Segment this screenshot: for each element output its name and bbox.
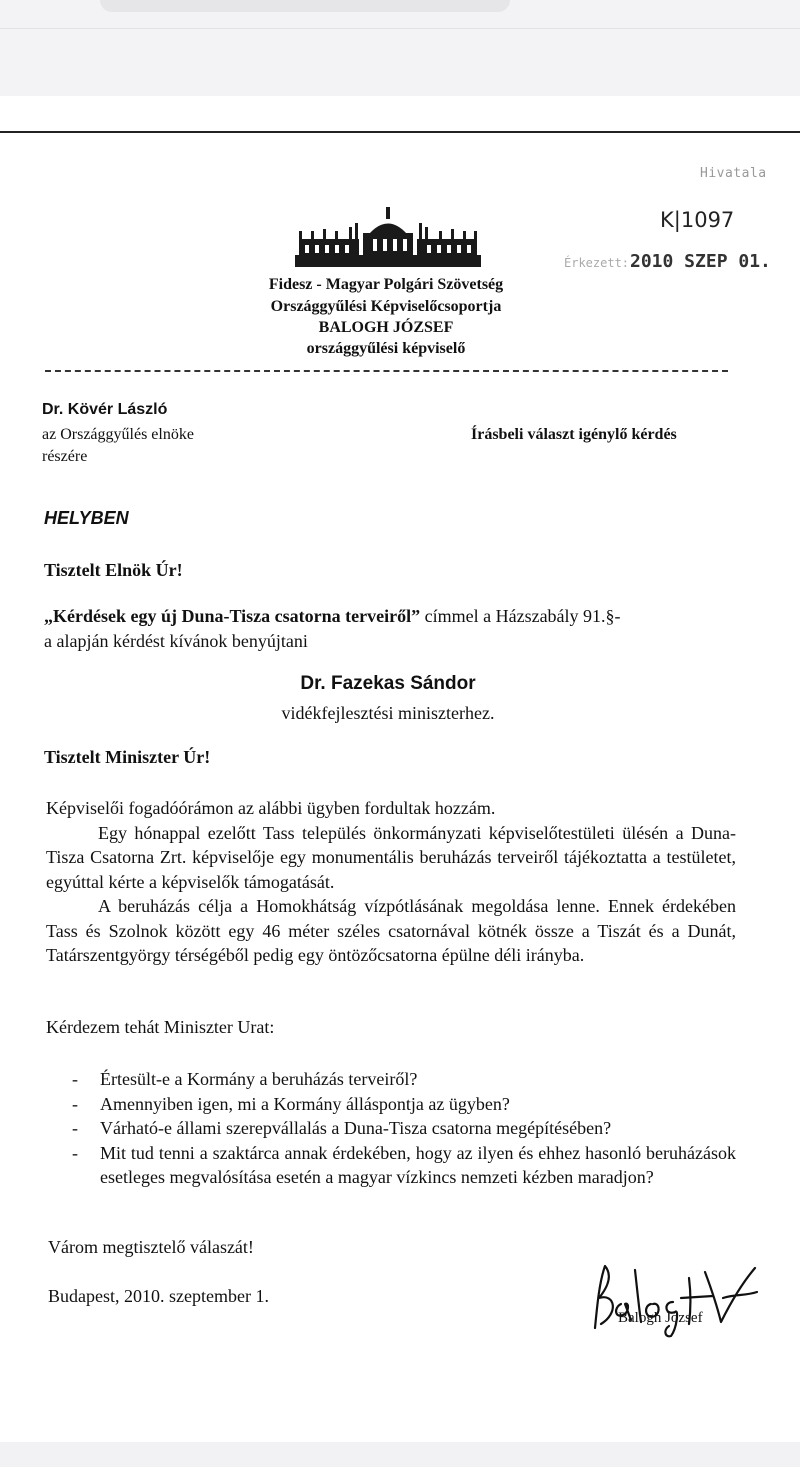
- body-paragraph: Képviselői fogadóórámon az alábbi ügyben fordultak hozzám.: [46, 798, 496, 818]
- intro-rest: címmel a Házszabály 91.§-: [420, 606, 621, 626]
- viewer-top-bar: [0, 0, 800, 96]
- body-text: [46, 796, 736, 968]
- letterhead-name: BALOGH JÓZSEF: [318, 319, 454, 336]
- letterhead-divider: [45, 370, 728, 372]
- letterhead-org: Fidesz - Magyar Polgári Szövetség: [268, 276, 504, 293]
- parliament-logo: [293, 205, 483, 270]
- question-list: [46, 1067, 736, 1190]
- viewer-handle[interactable]: [100, 0, 510, 12]
- viewer-bottom-bar: [0, 1442, 800, 1467]
- recipient-title: az Országgyűlés elnöke: [42, 426, 194, 443]
- list-item: - Amennyiben igen, mi a Kormány álláspontja az ügyben?: [72, 1093, 510, 1114]
- document-type: Írásbeli választ igénylő kérdés: [471, 426, 677, 443]
- salutation-speaker: Tisztelt Elnök Úr!: [44, 560, 183, 580]
- letterhead-role: országgyűlési képviselő: [306, 340, 466, 357]
- question-text: Várható-e állami szerepvállalás a Duna-Tisza csatorna megépítésében?: [100, 1118, 612, 1138]
- page-top-rule: [0, 131, 800, 133]
- body-paragraph: A beruházás célja a Homokhátság vízpótlásának megoldása lenne. Ennek érdekében Tass és Szolnok között egy 46 méter széles csatornával kötnék össze a Tiszát és a Dunát, Tatárszentgyörgy térségéből pedig egy öntözőcsatorna épülne déli irányba.: [46, 896, 736, 965]
- list-item: - Értesült-e a Kormány a beruházás terveiről?: [72, 1069, 418, 1089]
- list-item: - Mit tud tenni a szaktárca annak érdekében, hogy az ilyen és ehhez hasonló beruházások esetleges megvalósítása esetén a magyar vízkincs nemzeti kézben maradjon?: [72, 1142, 736, 1187]
- body-paragraph: Egy hónappal ezelőtt Tass település önkormányzati képviselőtestületi ülésén a Duna-Tisza Csatorna Zrt. képviselője egy monumentális beruházás terveiről tájékoztatta a testületet, egyúttal kérte a képviselők támogatását.: [46, 822, 736, 892]
- location: HELYBEN: [44, 508, 129, 528]
- salutation-minister: Tisztelt Miniszter Úr!: [44, 747, 211, 767]
- signature-name: Balogh József: [618, 1310, 703, 1326]
- intro-line-2: a alapján kérdést kívánok benyújtani: [44, 631, 308, 651]
- recipient-for: részére: [42, 448, 88, 465]
- stamp-reference: K|1097: [660, 208, 735, 232]
- question-title: „Kérdések egy új Duna-Tisza csatorna terveiről”: [44, 606, 421, 626]
- stamp-received-date: 2010 SZEP 01.: [630, 251, 771, 272]
- letterhead-group: Országgyűlési Képviselőcsoportja: [270, 298, 502, 315]
- viewer-divider: [0, 28, 800, 29]
- question-text: Mit tud tenni a szaktárca annak érdekében, hogy az ilyen és ehhez hasonló beruházások esetleges megvalósítása esetén a magyar vízkincs nemzeti kézben maradjon?: [100, 1142, 736, 1187]
- minister-name: Dr. Fazekas Sándor: [300, 673, 476, 694]
- closing: Várom megtisztelő válaszát!: [48, 1237, 254, 1257]
- question-text: Amennyiben igen, mi a Kormány álláspontja az ügyben?: [100, 1093, 510, 1114]
- question-text: Értesült-e a Kormány a beruházás terveiről?: [100, 1069, 418, 1089]
- stamp-office: Hivatala: [700, 166, 767, 181]
- minister-title: vidékfejlesztési miniszterhez.: [281, 703, 495, 723]
- intro-line-1: [44, 606, 621, 627]
- stamp-received-label: Érkezett:: [564, 256, 630, 270]
- question-intro: Kérdezem tehát Miniszter Urat:: [46, 1017, 275, 1037]
- list-item: - Várható-e állami szerepvállalás a Duna-Tisza csatorna megépítésében?: [72, 1118, 612, 1138]
- recipient-name: Dr. Kövér László: [42, 401, 168, 418]
- place-date: Budapest, 2010. szeptember 1.: [48, 1286, 269, 1306]
